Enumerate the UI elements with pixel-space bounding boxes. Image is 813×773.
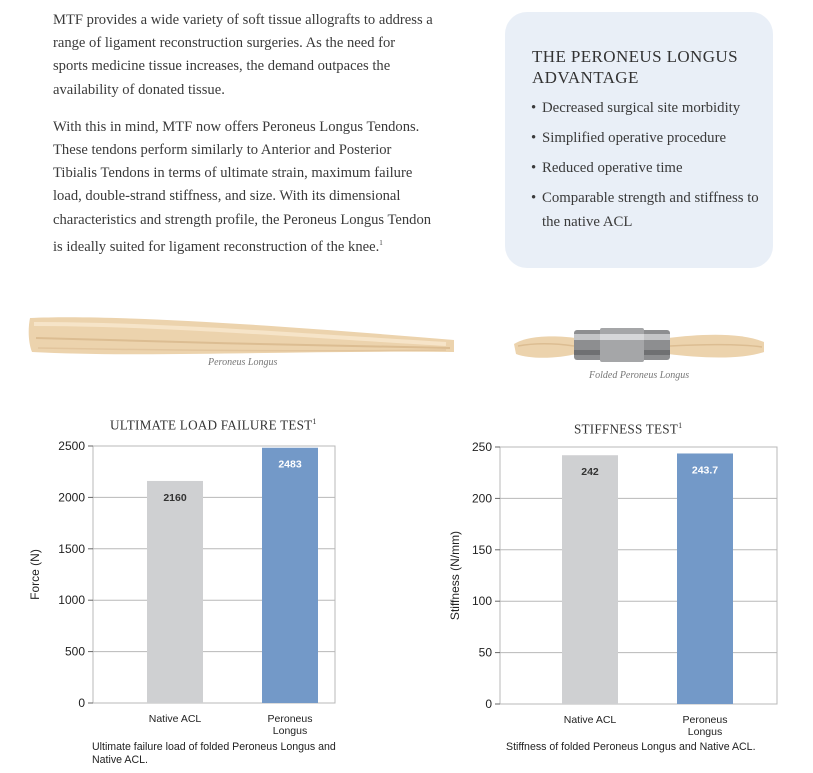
y-tick-label: 2500 (58, 439, 85, 453)
y-axis-label: Stiffness (N/mm) (448, 530, 462, 621)
chart-title-load (110, 417, 317, 433)
chart-title-stiffness-text: STIFFNESS TEST (574, 421, 679, 437)
bar (147, 481, 203, 703)
load-chart-caption: Ultimate failure load of folded Peroneus Longus and Native ACL. (92, 741, 336, 766)
x-tick-label: Longus (272, 725, 308, 737)
intro-text (53, 9, 433, 273)
advantage-title: THE PERONEUS LONGUS ADVANTAGE (532, 47, 738, 87)
folded-tendon-caption: Folded Peroneus Longus (589, 370, 690, 381)
stiffness-chart (445, 433, 800, 743)
y-tick-label: 200 (471, 491, 492, 506)
advantage-item: • Simplified operative procedure (531, 126, 766, 150)
x-tick-label: Native ACL (563, 714, 617, 726)
y-tick-label: 1000 (58, 593, 85, 608)
footnote-ref: 1 (379, 238, 383, 247)
x-tick-label: Native ACL (148, 713, 202, 725)
advantage-list (531, 96, 766, 240)
bar-value-label: 243.7 (691, 464, 719, 477)
chart-title-load-text: ULTIMATE LOAD FAILURE TEST (110, 417, 313, 433)
y-tick-label: 150 (471, 542, 492, 557)
bar (677, 453, 733, 704)
x-tick-label: Longus (687, 726, 723, 738)
tendon-caption: Peroneus Longus (208, 357, 278, 368)
chart-title-load-sup: 1 (312, 417, 317, 426)
x-tick-label: Peroneus (267, 713, 313, 725)
folded-tendon-image (510, 326, 770, 366)
y-tick-label: 0 (485, 697, 492, 711)
y-tick-label: 50 (478, 645, 492, 660)
load-failure-chart (25, 433, 355, 743)
y-tick-label: 100 (471, 594, 492, 609)
bar-value-label: 2160 (163, 491, 187, 504)
chart-title-stiffness-sup: 1 (678, 421, 683, 430)
intro-paragraph-2-text: With this in mind, MTF now offers Peroneus Longus Tendons. These tendons perform similarly to Anterior and Posterior Tibialis Tendons in terms of ultimate strain, maximum failure load, double-strand stiffness, and size. With its dimensional characteristics and strength profile, the Peroneus Longus Tendon is ideally suited for ligament reconstruction of the knee. (53, 118, 432, 255)
y-tick-label: 0 (78, 696, 85, 710)
y-tick-label: 250 (471, 440, 492, 454)
advantage-panel (505, 12, 773, 268)
intro-paragraph-1: MTF provides a wide variety of soft tissue allografts to address a range of ligament reconstruction surgeries. As the need for sports medicine tissue increases, the demand outpaces the availability of donated tissue. (53, 12, 433, 98)
bar-value-label: 242 (581, 466, 599, 479)
y-tick-label: 1500 (58, 541, 85, 556)
advantage-item: • Reduced operative time (531, 156, 766, 180)
y-axis-label: Force (N) (28, 549, 42, 600)
bar (562, 455, 618, 704)
y-tick-label: 500 (64, 644, 85, 659)
advantage-item: • Comparable strength and stiffness to the native ACL (531, 186, 766, 234)
bar (262, 448, 318, 703)
tendon-image (26, 312, 458, 362)
x-tick-label: Peroneus (682, 714, 728, 726)
plot-area (500, 447, 777, 704)
stiffness-chart-caption: Stiffness of folded Peroneus Longus and Native ACL. (506, 741, 756, 753)
advantage-item: • Decreased surgical site morbidity (531, 96, 766, 120)
bar-value-label: 2483 (278, 458, 302, 471)
y-tick-label: 2000 (58, 490, 85, 505)
intro-paragraph-2 (53, 116, 433, 259)
